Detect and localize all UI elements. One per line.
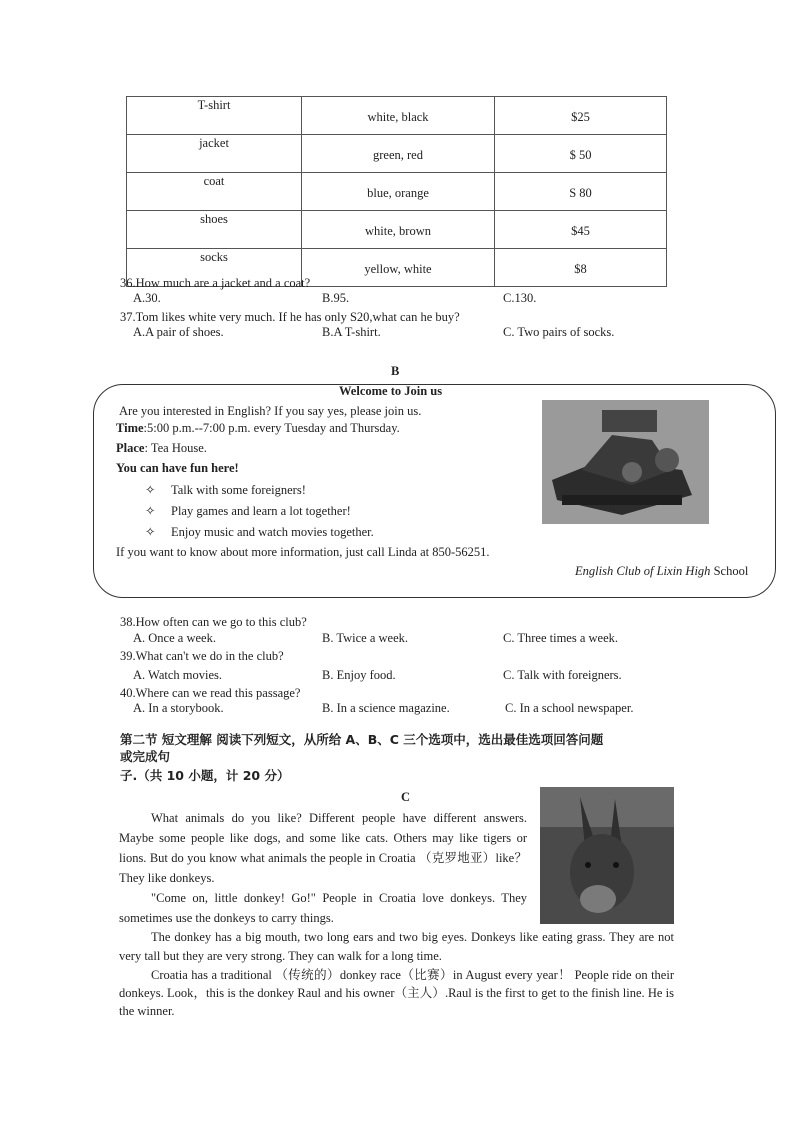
passage-c-paragraph-1: What animals do you like? Different people have different answers. Maybe some people like dogs, and some like cats. Others may like tigers or lions. But do you know what animals the people in Croatia （克罗地亚）like？They like donkeys. xyxy=(119,811,527,885)
table-row xyxy=(127,135,667,173)
donkey-image xyxy=(540,787,674,924)
question-37: 37.Tom likes white very much. If he has only S20,what can he buy? xyxy=(120,310,460,324)
place-label: Place xyxy=(116,441,145,455)
table-row xyxy=(127,211,667,249)
bullet-item xyxy=(145,482,306,498)
price-cell: S 80 xyxy=(495,173,667,211)
club-contact: If you want to know about more information, just call Linda at 850-56251. xyxy=(116,545,490,559)
signature-italic: English Club of Lixin High xyxy=(575,564,711,578)
diamond-bullet-icon: ✧ xyxy=(145,483,156,497)
option-36-c: C.130. xyxy=(503,291,537,305)
passage-c-paragraph-4: Croatia has a traditional （传统的）donkey race（比赛）in August every year！ People ride on their donkeys. Look，this is the donkey Raul and his owner（主人）.Raul is the first to get to the finish line. He is the winner. xyxy=(119,968,674,1018)
option-39-b: B. Enjoy food. xyxy=(322,668,396,682)
club-ad-title: Welcome to Join us xyxy=(339,384,443,398)
section-b-letter: B xyxy=(391,364,400,378)
price-cell: $8 xyxy=(495,249,667,287)
option-40-b: B. In a science magazine. xyxy=(322,701,450,715)
section-c-letter: C xyxy=(401,790,411,804)
diamond-bullet-icon: ✧ xyxy=(145,504,156,518)
bullet-item xyxy=(145,503,351,519)
part2-heading-line1: 第二节 短文理解 阅读下列短文，从所给 A、B、C 三个选项中，选出最佳选项回答问题 xyxy=(120,732,604,747)
color-cell: white, black xyxy=(302,97,495,135)
option-39-c: C. Talk with foreigners. xyxy=(503,668,622,682)
price-table xyxy=(126,96,667,287)
price-cell: $ 50 xyxy=(495,135,667,173)
passage-c-paragraph-2: "Come on, little donkey! Go!" People in Croatia love donkeys. They sometimes use the donkeys to carry things. xyxy=(119,891,527,925)
bullet-item xyxy=(145,524,374,540)
price-cell: $45 xyxy=(495,211,667,249)
diamond-bullet-icon: ✧ xyxy=(145,525,156,539)
option-40-a: A. In a storybook. xyxy=(133,701,224,715)
option-38-a: A. Once a week. xyxy=(133,631,216,645)
option-39-a: A. Watch movies. xyxy=(133,668,223,682)
item-cell: jacket xyxy=(127,135,302,173)
question-39: 39.What can't we do in the club? xyxy=(120,649,284,663)
option-38-c: C. Three times a week. xyxy=(503,631,619,645)
price-cell: $25 xyxy=(495,97,667,135)
option-40-c: C. In a school newspaper. xyxy=(505,701,634,715)
option-36-b: B.95. xyxy=(322,291,350,305)
option-37-b: B.A T-shirt. xyxy=(322,325,381,339)
club-intro: Are you interested in English? If you say yes, please join us. xyxy=(119,404,422,418)
place-value: : Tea House. xyxy=(144,441,207,455)
color-cell: yellow, white xyxy=(302,249,495,287)
option-36-a: A.30. xyxy=(133,291,161,305)
club-place xyxy=(116,441,207,456)
bullet-text: Talk with some foreigners! xyxy=(171,483,306,497)
bullet-text: Enjoy music and watch movies together. xyxy=(171,525,374,539)
part2-heading-line2: 或完成句 xyxy=(120,749,171,764)
donkey-photo xyxy=(540,787,674,924)
color-cell: white, brown xyxy=(302,211,495,249)
item-cell: socks xyxy=(127,249,302,287)
bullet-text: Play games and learn a lot together! xyxy=(171,504,351,518)
club-photo xyxy=(542,400,709,524)
fun-heading: You can have fun here! xyxy=(116,461,239,475)
item-cell: shoes xyxy=(127,211,302,249)
question-40: 40.Where can we read this passage? xyxy=(120,686,301,700)
part2-heading-line3: 子.（共 10 小题，计 20 分） xyxy=(120,768,290,783)
item-cell: T-shirt xyxy=(127,97,302,135)
time-label: Time xyxy=(116,421,144,435)
option-37-c: C. Two pairs of socks. xyxy=(503,325,615,339)
option-37-a: A.A pair of shoes. xyxy=(133,325,224,339)
question-36: 36.How much are a jacket and a coat? xyxy=(120,276,311,290)
option-38-b: B. Twice a week. xyxy=(322,631,409,645)
color-cell: blue, orange xyxy=(302,173,495,211)
color-cell: green, red xyxy=(302,135,495,173)
question-38: 38.How often can we go to this club? xyxy=(120,615,307,629)
club-model-image xyxy=(542,400,709,524)
club-signature xyxy=(575,564,748,579)
club-time xyxy=(116,421,400,436)
table-row xyxy=(127,97,667,135)
item-cell: coat xyxy=(127,173,302,211)
passage-c-paragraph-3: The donkey has a big mouth, two long ears and two big eyes. Donkeys like eating grass. They are not very tall but they are very strong. They can walk for a long time. xyxy=(119,930,674,963)
table-row xyxy=(127,173,667,211)
time-value: :5:00 p.m.--7:00 p.m. every Tuesday and Thursday. xyxy=(143,421,400,435)
signature-plain: School xyxy=(710,564,749,578)
